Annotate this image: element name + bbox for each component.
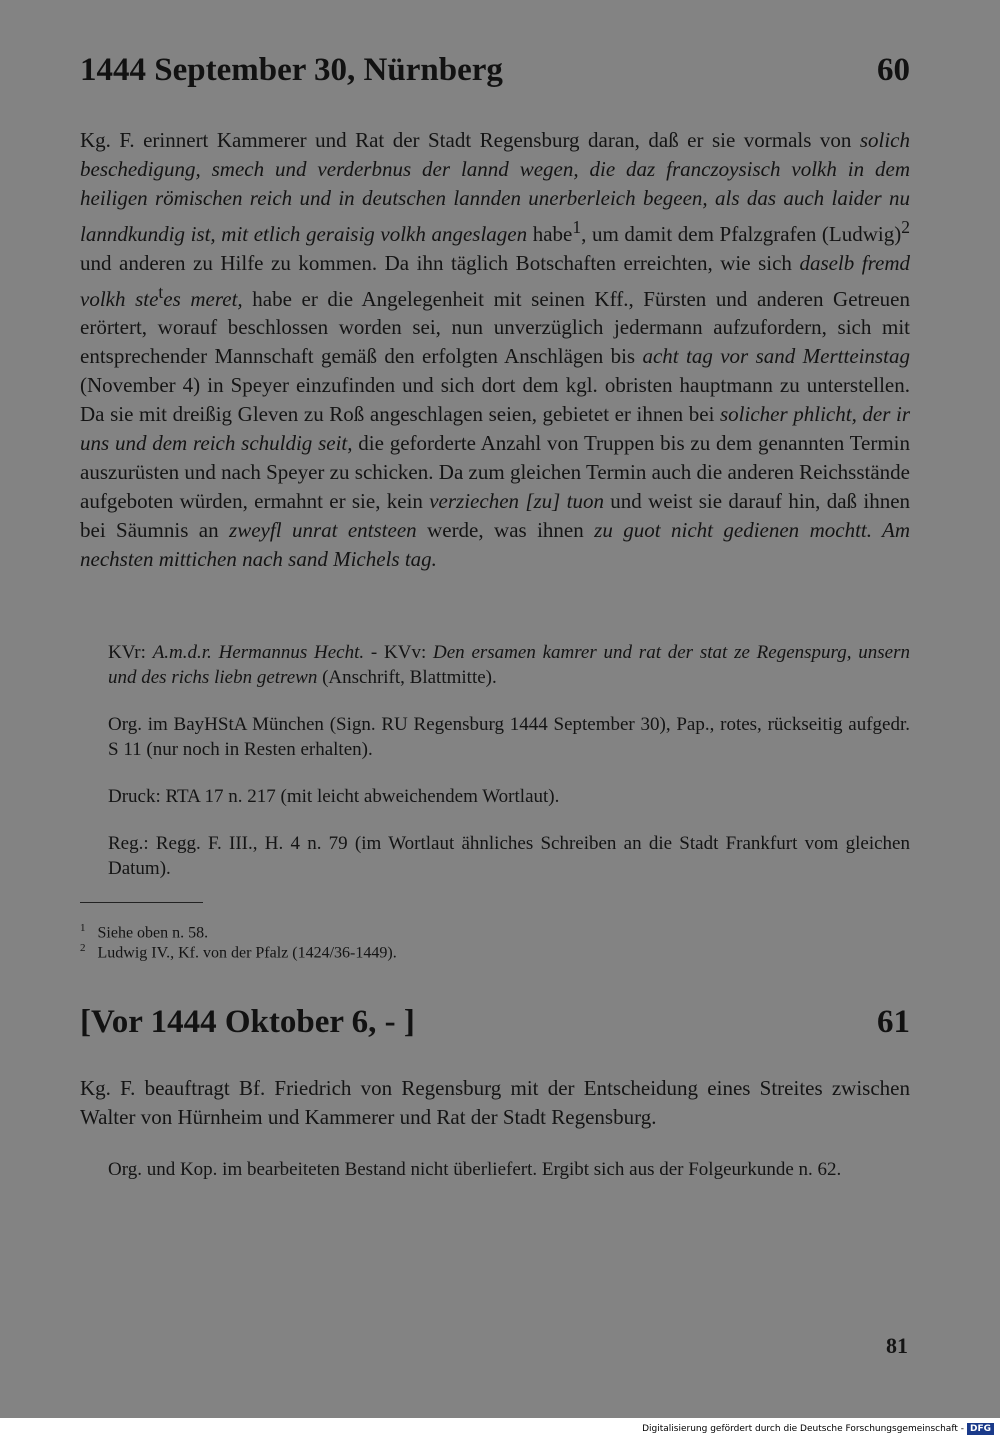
regest-text: Druck: RTA 17 n. 217 (mit leicht abweichendem Wortlaut). <box>108 786 560 807</box>
footnote-ref: 1 <box>572 216 582 237</box>
regest-text: die geforderte Anzahl von Truppen bis zu dem genannten Termin auszurüsten und nach Speyer zu schicken. Da zum gleichen Termin auch die anderen Reichsstände aufgeboten würden, ermahnt er sie, kein <box>80 431 911 513</box>
footnote-mark: 1 <box>80 922 86 934</box>
footnote-2 <box>80 938 397 963</box>
regest-text: habe <box>527 221 573 246</box>
quoted-source-text: A.m.d.r. Hermannus Hecht. <box>152 642 365 663</box>
entry-60-notes <box>80 640 910 903</box>
regest-text: und anderen zu Hilfe zu kommen. Da ihn täglich Botschaften erreichten, wie sich <box>80 250 800 275</box>
quoted-source-text: es meret, <box>163 286 243 311</box>
footnote-ref: t <box>158 281 164 302</box>
regest-text: Org. im BayHStA München (Sign. RU Regensburg 1444 September 30), Pap., rotes, rückseitig aufgedr. S 11 (nur noch in Resten erhalten). <box>108 714 910 760</box>
quoted-source-text: zweyfl unrat entsteen <box>229 517 417 542</box>
regest-text: werde, was ihnen <box>416 517 595 542</box>
quoted-source-text: solich beschedigung, smech und verderbnus der lannd wegen, die daz franczoysisch volkh in dem heiligen römischen reich und in deutschen lannden unerberleich begeen, als das auch laider nu lanndkundig ist, mit etlich geraisig volkh angeslagen <box>80 128 910 246</box>
quoted-source-text: daselb fremd volkh ste <box>80 250 911 311</box>
quoted-source-text: acht tag vor sand Mertteinstag <box>642 344 910 369</box>
footnote-text: Ludwig IV., Kf. von der Pfalz (1424/36-1449). <box>97 944 397 962</box>
footnote-text: Siehe oben n. 58. <box>97 924 209 942</box>
quoted-source-text: verziechen [zu] tuon <box>429 488 604 513</box>
funding-text: Digitalisierung gefördert durch die Deutsche Forschungsgemeinschaft - <box>642 1423 964 1434</box>
note-paragraph: Org. und Kop. im bearbeiteten Bestand nicht überliefert. Ergibt sich aus der Folgeurkunde n. 62. <box>108 1159 842 1180</box>
entry-61-regest: Kg. F. beauftragt Bf. Friedrich von Regensburg mit der Entscheidung eines Streites zwischen Walter von Hürnheim und Kammerer und Rat der Stadt Regensburg. <box>80 1076 910 1129</box>
entry-date-place: [Vor 1444 Oktober 6, - ] <box>80 1004 415 1040</box>
regest-text: - KVv: <box>364 642 434 663</box>
footnote-mark: 2 <box>80 942 86 954</box>
entry-60-regest <box>80 126 910 574</box>
quoted-source-text: Den ersamen kamrer und rat der stat ze Regenspurg, unsern und des richs liebn getrewn <box>108 642 910 688</box>
regest-text: Kg. F. erinnert Kammerer und Rat der Stadt Regensburg daran, daß er sie vormals von <box>80 128 860 152</box>
regest-text: , um damit dem Pfalzgrafen (Ludwig) <box>581 221 902 246</box>
entry-61-heading <box>80 1004 910 1041</box>
note-paragraph <box>80 640 910 690</box>
regest-text: KVr: <box>108 642 153 663</box>
entry-date-place: 1444 September 30, Nürnberg <box>80 52 503 88</box>
footnote-divider <box>80 902 203 903</box>
footnote-ref: 2 <box>901 216 910 237</box>
regest-text: (Anschrift, Blattmitte). <box>317 667 497 688</box>
regest-text: habe er die Angelegenheit mit seinen Kff., Fürsten und anderen Getreuen erörtert, worauf beschlossen worden sei, nun unverzüglich jedermann aufzufordern, sich mit entsprechender Mannschaft gemäß den erfolgten Anschlägen bis <box>80 286 910 369</box>
regest-text: (November 4) in Speyer einzufinden und sich dort dem kgl. obristen hauptmann zu unterstellen. Da sie mit dreißig Gleven zu Roß angeschlagen seien, gebietet er ihnen bei <box>80 373 910 427</box>
note-paragraph <box>80 712 910 762</box>
entry-number: 61 <box>877 1004 910 1040</box>
entry-number: 60 <box>877 52 910 88</box>
quoted-source-text: solicher phlicht, der ir uns und dem reich schuldig seit, <box>80 402 910 456</box>
dfg-logo: DFG <box>967 1423 994 1435</box>
entry-61-note <box>80 1157 910 1182</box>
note-paragraph <box>80 831 910 881</box>
note-paragraph <box>80 784 910 809</box>
funding-footer <box>0 1418 1000 1439</box>
regest-text: und weist sie darauf hin, daß ihnen bei Säumnis an <box>80 488 911 542</box>
page-number: 81 <box>886 1333 908 1358</box>
quoted-source-text: zu guot nicht gedienen mochtt. Am nechsten mittichen nach sand Michels tag. <box>80 517 911 571</box>
entry-60-heading <box>80 52 910 89</box>
regest-text: Reg.: Regg. F. III., H. 4 n. 79 (im Wortlaut ähnliches Schreiben an die Stadt Frankfurt vom gleichen Datum). <box>108 833 910 879</box>
